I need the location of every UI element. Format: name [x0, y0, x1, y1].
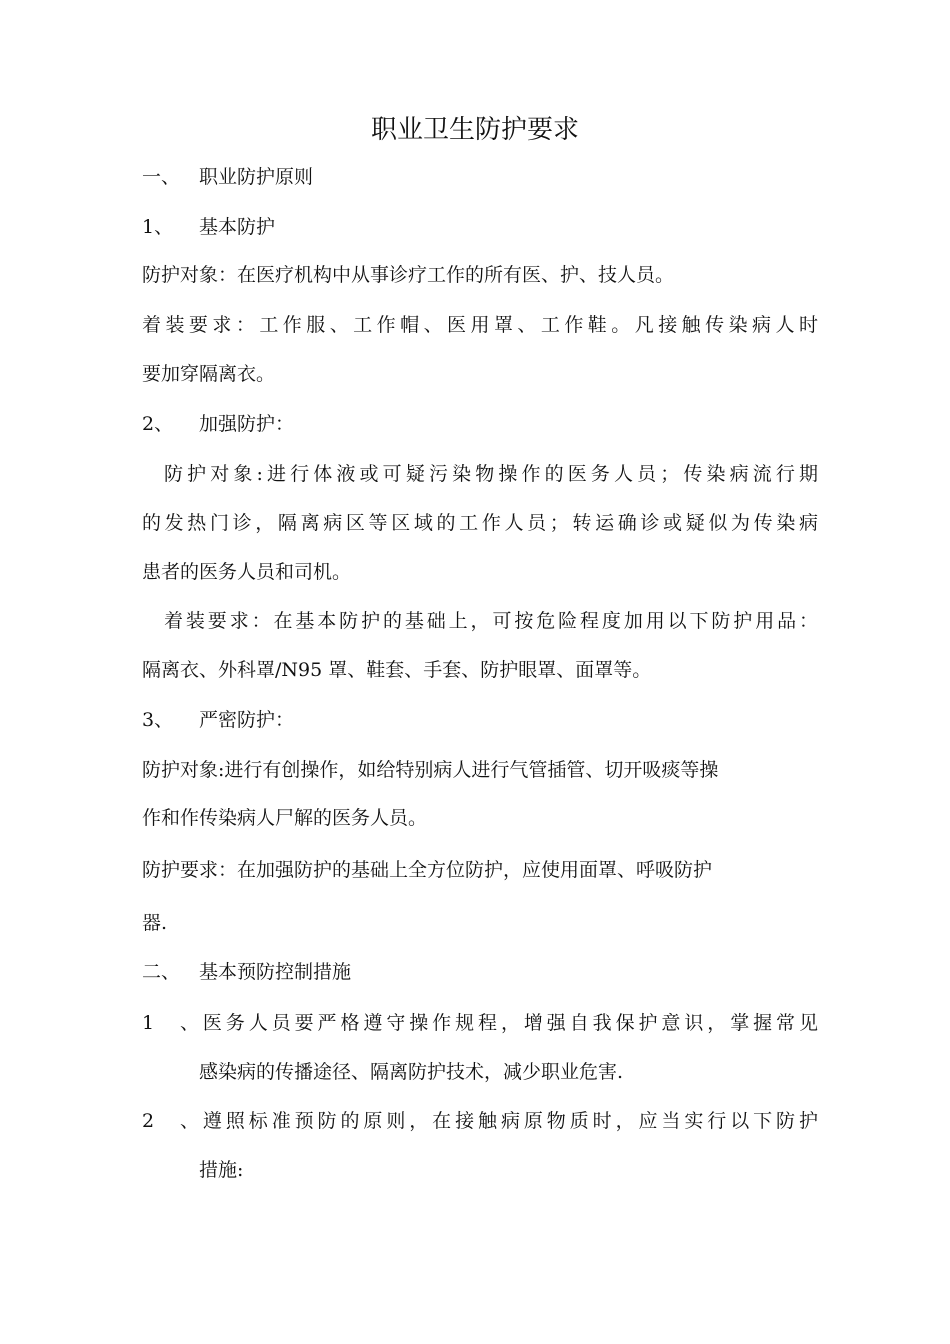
section-number: 二、: [142, 961, 181, 983]
section-heading-2: [142, 957, 818, 987]
subsection-number: 1、: [142, 216, 174, 238]
paragraph-line: 着装要求：在基本防护的基础上，可按危险程度加用以下防护用品：: [164, 610, 818, 632]
list-item-number: 1、: [142, 1012, 199, 1034]
paragraph-line: 的发热门诊，隔离病区等区域的工作人员；转运确诊或疑似为传染病: [142, 512, 818, 534]
subsection-heading-strict: [142, 705, 818, 735]
subsection-title: 基本防护: [199, 216, 276, 238]
list-item: [142, 1106, 818, 1136]
list-item-text: 遵照标准预防的原则，在接触病原物质时，应当实行以下防护: [199, 1110, 818, 1132]
paragraph-line: 患者的医务人员和司机。: [142, 561, 352, 583]
section-heading-1: [142, 162, 818, 192]
list-item-continuation: 措施:: [199, 1159, 244, 1181]
paragraph-line: 防护对象：在医疗机构中从事诊疗工作的所有医、护、技人员。: [142, 264, 675, 286]
subsection-heading-basic: [142, 212, 818, 242]
subsection-title: 加强防护：: [199, 413, 295, 435]
paragraph-line: 防护要求：在加强防护的基础上全方位防护，应使用面罩、呼吸防护: [142, 859, 713, 881]
paragraph-line: 要加穿隔离衣。: [142, 363, 276, 385]
subsection-number: 2、: [142, 413, 174, 435]
paragraph-line: 隔离衣、外科罩/N95 罩、鞋套、手套、防护眼罩、面罩等。: [142, 659, 652, 681]
subsection-title: 严密防护：: [199, 709, 295, 731]
list-item-text: 医务人员要严格遵守操作规程，增强自我保护意识，掌握常见: [199, 1012, 818, 1034]
paragraph-line: 防护对象:进行有创操作，如给特别病人进行气管插管、切开吸痰等操: [142, 759, 719, 781]
paragraph-line: 器.: [142, 912, 168, 934]
list-item-number: 2、: [142, 1110, 199, 1132]
subsection-heading-enhanced: [142, 409, 818, 439]
paragraph-line: 防护对象:进行体液或可疑污染物操作的医务人员；传染病流行期: [164, 463, 818, 485]
section-title: 基本预防控制措施: [199, 961, 352, 983]
paragraph-line: 着装要求：工作服、工作帽、医用罩、工作鞋。凡接触传染病人时: [142, 314, 818, 336]
section-number: 一、: [142, 166, 181, 188]
list-item-continuation: 感染病的传播途径、隔离防护技术，减少职业危害.: [199, 1061, 624, 1083]
list-item: [142, 1008, 818, 1038]
page-title: 职业卫生防护要求: [370, 115, 579, 145]
section-title: 职业防护原则: [199, 166, 314, 188]
subsection-number: 3、: [142, 709, 174, 731]
paragraph-line: 作和作传染病人尸解的医务人员。: [142, 807, 428, 829]
